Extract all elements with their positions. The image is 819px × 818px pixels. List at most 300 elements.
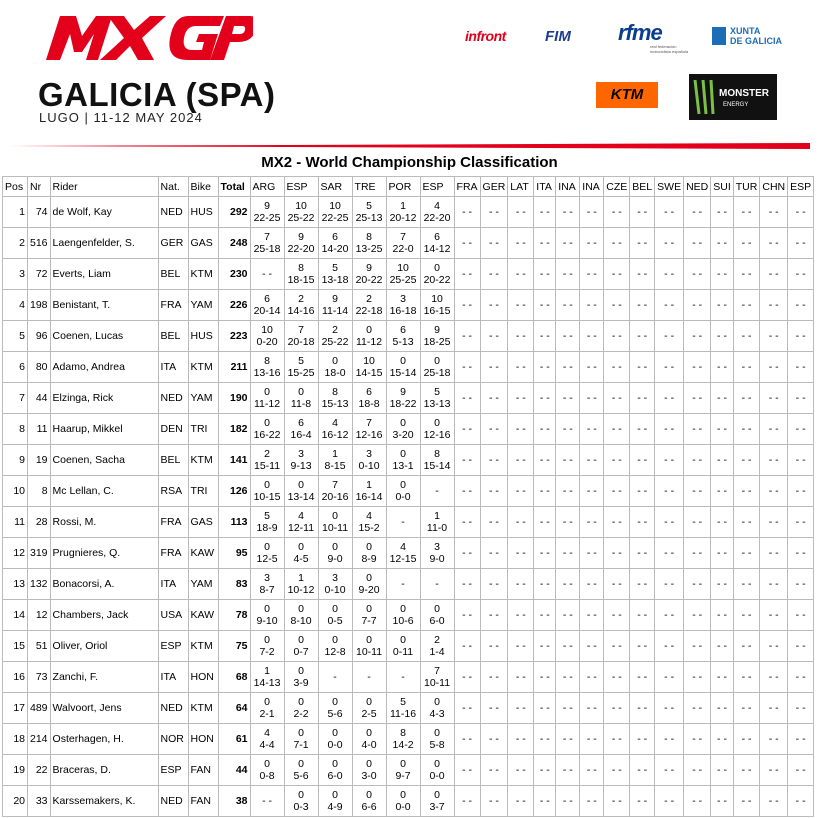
cell-race-result: [454, 662, 480, 693]
race-empty: - -: [741, 578, 752, 590]
cell-race-result: [684, 755, 711, 786]
race-breakdown: 14-16: [287, 305, 315, 317]
cell-race-result: [352, 352, 386, 383]
cell-bike: TRI: [188, 414, 218, 445]
race-points: 3: [332, 572, 338, 584]
race-breakdown: 15-14: [423, 460, 451, 472]
race-empty: - -: [692, 485, 703, 497]
cell-race-result: [480, 414, 508, 445]
race-empty: - -: [586, 733, 597, 745]
cell-race-result: [711, 600, 734, 631]
race-breakdown: 5-6: [293, 770, 309, 782]
race-breakdown: 15-2: [358, 522, 380, 534]
cell-race-result: [284, 414, 318, 445]
race-points: 1: [332, 448, 338, 460]
race-breakdown: 11-16: [389, 708, 417, 720]
race-points: 0: [434, 789, 440, 801]
race-points: 1: [366, 479, 372, 491]
cell-race-result: [630, 569, 655, 600]
cell-race-result: [534, 507, 556, 538]
race-breakdown: 0-20: [256, 336, 278, 348]
cell-race-result: [250, 383, 284, 414]
cell-race-result: [556, 383, 580, 414]
race-empty: - -: [795, 795, 806, 807]
cell-race-result: [534, 259, 556, 290]
cell-race-result: [318, 662, 352, 693]
cell-rider: Benistant, T.: [50, 290, 158, 321]
race-points: 0: [264, 479, 270, 491]
race-points: 0: [366, 324, 372, 336]
race-empty: - -: [562, 578, 573, 590]
race-empty: - -: [768, 516, 779, 528]
race-empty: - -: [515, 237, 526, 249]
race-empty: - -: [795, 361, 806, 373]
cell-race-result: [760, 228, 788, 259]
cell-race-result: [684, 352, 711, 383]
cell-rider: Chambers, Jack: [50, 600, 158, 631]
race-empty: - -: [637, 299, 648, 311]
race-breakdown: 22-0: [392, 243, 414, 255]
race-empty: - -: [611, 423, 622, 435]
race-empty: - -: [664, 361, 675, 373]
race-breakdown: 11-12: [355, 336, 383, 348]
cell-race-result: [711, 290, 734, 321]
race-points: 1: [264, 665, 270, 677]
race-breakdown: 5-13: [392, 336, 414, 348]
race-points: 2: [434, 634, 440, 646]
cell-race-result: [630, 786, 655, 817]
cell-race-result: [352, 786, 386, 817]
race-empty: - -: [768, 423, 779, 435]
cell-race-result: [352, 755, 386, 786]
race-breakdown: 0-0: [429, 770, 445, 782]
table-row: [3, 476, 814, 507]
cell-pos: 19: [3, 755, 28, 786]
cell-race-result: [604, 724, 630, 755]
race-points: 0: [332, 510, 338, 522]
race-breakdown: 25-18: [253, 243, 281, 255]
race-empty: - -: [637, 361, 648, 373]
cell-race-result: [684, 786, 711, 817]
race-empty: - -: [692, 299, 703, 311]
race-points: 6: [298, 417, 304, 429]
column-header: Rider: [50, 177, 158, 197]
cell-race-result: [250, 445, 284, 476]
cell-race-result: [420, 414, 454, 445]
cell-nat: ITA: [158, 352, 188, 383]
infront-logo: infront: [465, 28, 506, 44]
race-breakdown: 11-12: [253, 398, 281, 410]
race-empty: - -: [539, 702, 550, 714]
race-empty: - -: [717, 578, 727, 590]
race-empty: - -: [664, 268, 675, 280]
cell-race-result: [508, 352, 534, 383]
race-empty: - -: [586, 206, 597, 218]
race-points: 0: [434, 603, 440, 615]
cell-bike: GAS: [188, 228, 218, 259]
cell-race-result: [454, 755, 480, 786]
cell-race-result: [684, 259, 711, 290]
race-points: 9: [400, 386, 406, 398]
race-breakdown: 10-15: [253, 491, 281, 503]
race-empty: - -: [539, 578, 550, 590]
cell-race-result: [480, 538, 508, 569]
race-points: 0: [400, 355, 406, 367]
cell-race-result: [604, 600, 630, 631]
race-empty: - -: [488, 671, 499, 683]
race-empty: - -: [539, 640, 550, 652]
race-points: -: [367, 671, 371, 683]
cell-total: 211: [218, 352, 250, 383]
race-empty: - -: [717, 361, 727, 373]
race-breakdown: 20-18: [287, 336, 315, 348]
table-row: [3, 786, 814, 817]
cell-nr: 51: [28, 631, 51, 662]
race-breakdown: 13-1: [392, 460, 414, 472]
race-points: 4: [264, 727, 270, 739]
race-empty: - -: [488, 547, 499, 559]
column-header: Total: [218, 177, 250, 197]
race-empty: - -: [741, 795, 752, 807]
cell-race-result: [480, 693, 508, 724]
cell-pos: 12: [3, 538, 28, 569]
cell-race-result: [630, 197, 655, 228]
race-empty: - -: [741, 516, 752, 528]
cell-race-result: [420, 259, 454, 290]
race-breakdown: 13-13: [423, 398, 451, 410]
race-empty: - -: [664, 609, 675, 621]
race-empty: - -: [488, 733, 499, 745]
race-points: -: [435, 485, 439, 497]
cell-race-result: [352, 414, 386, 445]
race-empty: - -: [664, 764, 675, 776]
cell-race-result: [788, 724, 814, 755]
cell-race-result: [480, 259, 508, 290]
race-empty: - -: [768, 578, 779, 590]
race-breakdown: 11-0: [426, 522, 448, 534]
race-empty: - -: [611, 640, 622, 652]
cell-race-result: [352, 662, 386, 693]
race-empty: - -: [717, 516, 727, 528]
race-empty: - -: [692, 733, 703, 745]
race-empty: - -: [488, 299, 499, 311]
race-empty: - -: [741, 330, 752, 342]
cell-race-result: [420, 352, 454, 383]
cell-race-result: [580, 786, 604, 817]
race-breakdown: 9-0: [327, 553, 343, 565]
race-points: 6: [332, 231, 338, 243]
race-points: 7: [366, 417, 372, 429]
cell-race-result: [655, 786, 684, 817]
table-row: [3, 662, 814, 693]
cell-race-result: [556, 321, 580, 352]
race-empty: - -: [539, 485, 550, 497]
race-points: 0: [434, 696, 440, 708]
race-breakdown: 6-0: [327, 770, 343, 782]
race-empty: - -: [515, 268, 526, 280]
column-header: CHN: [760, 177, 788, 197]
cell-race-result: [655, 755, 684, 786]
cell-race-result: [480, 197, 508, 228]
race-points: 9: [264, 200, 270, 212]
race-points: 6: [400, 324, 406, 336]
cell-race-result: [352, 228, 386, 259]
race-empty: - -: [795, 423, 806, 435]
race-empty: - -: [611, 702, 622, 714]
race-empty: - -: [741, 733, 752, 745]
cell-race-result: [318, 786, 352, 817]
cell-race-result: [711, 724, 734, 755]
cell-nat: NED: [158, 383, 188, 414]
cell-bike: KTM: [188, 445, 218, 476]
cell-race-result: [420, 724, 454, 755]
cell-race-result: [733, 693, 760, 724]
cell-rider: Everts, Liam: [50, 259, 158, 290]
cell-race-result: [655, 259, 684, 290]
race-empty: - -: [611, 361, 622, 373]
column-header: TRE: [352, 177, 386, 197]
cell-race-result: [352, 600, 386, 631]
cell-race-result: [386, 290, 420, 321]
race-points: 0: [264, 417, 270, 429]
cell-race-result: [604, 631, 630, 662]
cell-total: 126: [218, 476, 250, 507]
race-empty: - -: [768, 609, 779, 621]
race-empty: - -: [637, 485, 648, 497]
race-breakdown: 0-11: [392, 646, 414, 658]
race-breakdown: 4-4: [259, 739, 275, 751]
cell-race-result: [284, 383, 318, 414]
cell-race-result: [711, 693, 734, 724]
race-empty: - -: [664, 516, 675, 528]
cell-nr: 19: [28, 445, 51, 476]
race-points: 3: [434, 541, 440, 553]
column-header: TUR: [733, 177, 760, 197]
cell-race-result: [508, 693, 534, 724]
race-empty: - -: [637, 578, 648, 590]
cell-race-result: [580, 290, 604, 321]
cell-race-result: [386, 662, 420, 693]
cell-race-result: [454, 290, 480, 321]
race-empty: - -: [488, 764, 499, 776]
cell-race-result: [760, 693, 788, 724]
cell-rider: Osterhagen, H.: [50, 724, 158, 755]
race-breakdown: 6-6: [361, 801, 377, 813]
cell-rider: Rossi, M.: [50, 507, 158, 538]
race-empty: - -: [586, 640, 597, 652]
race-points: 5: [332, 262, 338, 274]
race-empty: - -: [562, 206, 573, 218]
race-breakdown: 14-13: [253, 677, 281, 689]
cell-race-result: [684, 724, 711, 755]
cell-nr: 73: [28, 662, 51, 693]
cell-race-result: [655, 228, 684, 259]
cell-race-result: [604, 259, 630, 290]
race-empty: - -: [562, 330, 573, 342]
race-empty: - -: [692, 330, 703, 342]
cell-race-result: [454, 352, 480, 383]
cell-nat: ITA: [158, 662, 188, 693]
cell-race-result: [630, 383, 655, 414]
cell-race-result: [420, 693, 454, 724]
cell-race-result: [788, 197, 814, 228]
race-empty: - -: [637, 454, 648, 466]
svg-text:MONSTER: MONSTER: [719, 88, 769, 99]
cell-race-result: [250, 197, 284, 228]
race-empty: - -: [692, 702, 703, 714]
race-points: 0: [366, 541, 372, 553]
race-empty: - -: [692, 392, 703, 404]
cell-race-result: [630, 321, 655, 352]
race-points: 0: [434, 727, 440, 739]
race-empty: - -: [664, 423, 675, 435]
fim-logo: FIM: [545, 28, 571, 45]
cell-race-result: [556, 662, 580, 693]
race-empty: - -: [741, 764, 752, 776]
cell-race-result: [284, 197, 318, 228]
race-breakdown: 15-25: [287, 367, 315, 379]
cell-race-result: [788, 631, 814, 662]
cell-nat: BEL: [158, 445, 188, 476]
race-breakdown: 20-22: [355, 274, 383, 286]
cell-race-result: [420, 662, 454, 693]
race-empty: - -: [611, 516, 622, 528]
race-points: 9: [434, 324, 440, 336]
cell-race-result: [284, 228, 318, 259]
race-empty: - -: [692, 640, 703, 652]
cell-race-result: [604, 290, 630, 321]
race-empty: - -: [562, 485, 573, 497]
race-breakdown: 25-25: [389, 274, 417, 286]
race-points: 0: [400, 789, 406, 801]
cell-nat: USA: [158, 600, 188, 631]
race-empty: - -: [795, 206, 806, 218]
cell-race-result: [284, 693, 318, 724]
race-empty: - -: [717, 485, 727, 497]
race-points: 4: [332, 417, 338, 429]
cell-race-result: [318, 631, 352, 662]
cell-race-result: [534, 538, 556, 569]
cell-race-result: [508, 569, 534, 600]
table-row: [3, 600, 814, 631]
race-empty: - -: [462, 733, 472, 745]
cell-race-result: [534, 197, 556, 228]
cell-race-result: [534, 569, 556, 600]
cell-race-result: [733, 724, 760, 755]
race-empty: - -: [768, 454, 779, 466]
cell-total: 44: [218, 755, 250, 786]
cell-race-result: [604, 476, 630, 507]
race-empty: - -: [768, 485, 779, 497]
race-points: 0: [434, 758, 440, 770]
cell-race-result: [760, 631, 788, 662]
race-empty: - -: [795, 299, 806, 311]
cell-race-result: [480, 228, 508, 259]
race-points: 10: [397, 262, 409, 274]
race-empty: - -: [741, 392, 752, 404]
cell-race-result: [733, 538, 760, 569]
cell-race-result: [508, 631, 534, 662]
cell-race-result: [711, 662, 734, 693]
cell-race-result: [630, 662, 655, 693]
race-empty: - -: [768, 733, 779, 745]
cell-race-result: [508, 755, 534, 786]
race-points: 0: [298, 758, 304, 770]
cell-rider: Karssemakers, K.: [50, 786, 158, 817]
cell-total: 226: [218, 290, 250, 321]
race-empty: - -: [611, 547, 622, 559]
cell-race-result: [580, 755, 604, 786]
cell-race-result: [386, 476, 420, 507]
cell-race-result: [733, 352, 760, 383]
cell-race-result: [250, 724, 284, 755]
column-header: SWE: [655, 177, 684, 197]
race-empty: - -: [611, 485, 622, 497]
race-empty: - -: [768, 392, 779, 404]
cell-race-result: [580, 569, 604, 600]
race-breakdown: 0-10: [324, 584, 346, 596]
race-empty: - -: [664, 206, 675, 218]
cell-race-result: [318, 538, 352, 569]
cell-pos: 10: [3, 476, 28, 507]
cell-nr: 11: [28, 414, 51, 445]
race-breakdown: 0-0: [327, 739, 343, 751]
xunta-logo: [712, 26, 782, 46]
cell-nat: ESP: [158, 755, 188, 786]
table-title: MX2 - World Championship Classification: [261, 154, 558, 171]
race-empty: - -: [795, 640, 806, 652]
race-empty: - -: [611, 795, 622, 807]
cell-race-result: [318, 290, 352, 321]
race-points: 4: [366, 510, 372, 522]
race-empty: - -: [795, 702, 806, 714]
race-points: 8: [332, 386, 338, 398]
race-breakdown: 15-14: [389, 367, 417, 379]
cell-race-result: [318, 600, 352, 631]
race-empty: - -: [611, 299, 622, 311]
cell-race-result: [284, 631, 318, 662]
cell-bike: YAM: [188, 383, 218, 414]
cell-race-result: [655, 290, 684, 321]
race-breakdown: 22-20: [423, 212, 451, 224]
race-breakdown: 12-16: [355, 429, 383, 441]
race-empty: - -: [562, 764, 573, 776]
cell-race-result: [420, 290, 454, 321]
race-empty: - -: [562, 299, 573, 311]
race-empty: - -: [586, 764, 597, 776]
race-empty: - -: [586, 516, 597, 528]
cell-race-result: [534, 724, 556, 755]
race-points: 0: [366, 696, 372, 708]
cell-race-result: [684, 631, 711, 662]
race-points: 0: [298, 696, 304, 708]
cell-race-result: [454, 724, 480, 755]
race-breakdown: 2-5: [361, 708, 377, 720]
cell-rider: Coenen, Lucas: [50, 321, 158, 352]
column-header: SAR: [318, 177, 352, 197]
cell-race-result: [454, 507, 480, 538]
cell-nat: DEN: [158, 414, 188, 445]
cell-race-result: [534, 290, 556, 321]
cell-nat: NED: [158, 197, 188, 228]
race-empty: - -: [795, 392, 806, 404]
cell-race-result: [534, 445, 556, 476]
cell-race-result: [352, 569, 386, 600]
cell-race-result: [534, 476, 556, 507]
race-empty: - -: [768, 237, 779, 249]
race-points: 5: [366, 200, 372, 212]
race-empty: - -: [562, 640, 573, 652]
